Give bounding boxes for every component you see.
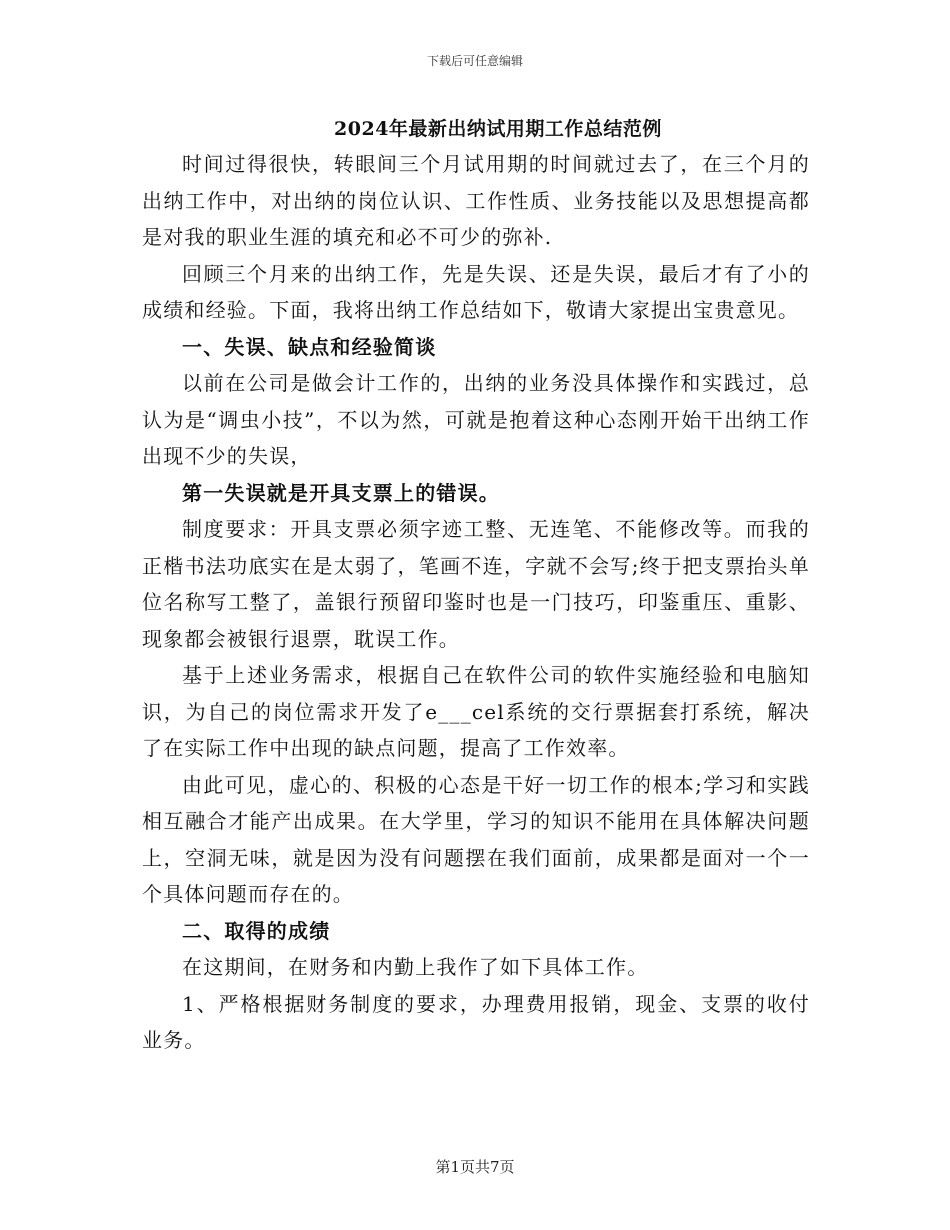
paragraph-check-rules: 制度要求：开具支票必须字迹工整、无连笔、不能修改等。而我的正楷书法功底实在是太弱了，笔画不连，字就不会写;终于把支票抬头单位名称写工整了，盖银行预留印鉴时也是一门技巧，印鉴重压、重影、现象都会被银行退票，耽误工作。: [142, 517, 810, 651]
page-header-note: 下载后可任意编辑: [426, 54, 523, 68]
paragraph-previous-work: 以前在公司是做会计工作的，出纳的业务没具体操作和实践过，总认为是“调虫小技”，不以为然，可就是抱着这种心态刚开始干出纳工作出现不少的失误，: [142, 371, 810, 468]
document-body: [142, 146, 810, 1059]
page-number: 第1页共7页: [435, 1158, 515, 1176]
section-heading-mistakes: 一、失误、缺点和经验简谈: [182, 334, 437, 359]
document-title: 2024年最新出纳试用期工作总结范例: [334, 118, 662, 140]
paragraph-system-development: 基于上述业务需求，根据自己在软件公司的软件实施经验和电脑知识，为自己的岗位需求开发了e___cel系统的交行票据套打系统，解决了在实际工作中出现的缺点问题，提高了工作效率。: [142, 663, 810, 760]
paragraph-intro: 时间过得很快，转眼间三个月试用期的时间就过去了，在三个月的出纳工作中，对出纳的岗位认识、工作性质、业务技能以及思想提高都是对我的职业生涯的填充和必不可少的弥补.: [142, 152, 810, 249]
paragraph-item-1: 1、严格根据财务制度的要求，办理费用报销，现金、支票的收付业务。: [142, 991, 810, 1052]
paragraph-period-work: 在这期间，在财务和内勤上我作了如下具体工作。: [182, 955, 649, 979]
subheading-first-mistake: 第一失误就是开具支票上的错误。: [182, 480, 500, 505]
paragraph-review: 回顾三个月来的出纳工作，先是失误、还是失误，最后才有了小的成绩和经验。下面，我将出纳工作总结如下，敬请大家提出宝贵意见。: [142, 261, 810, 322]
paragraph-conclusion: 由此可见，虚心的、积极的心态是干好一切工作的根本;学习和实践相互融合才能产出成果。在大学里，学习的知识不能用在具体解决问题上，空洞无味，就是因为没有问题摆在我们面前，成果都是面对一个一个具体问题而存在的。: [142, 772, 810, 906]
section-heading-achievements: 二、取得的成绩: [182, 918, 331, 943]
